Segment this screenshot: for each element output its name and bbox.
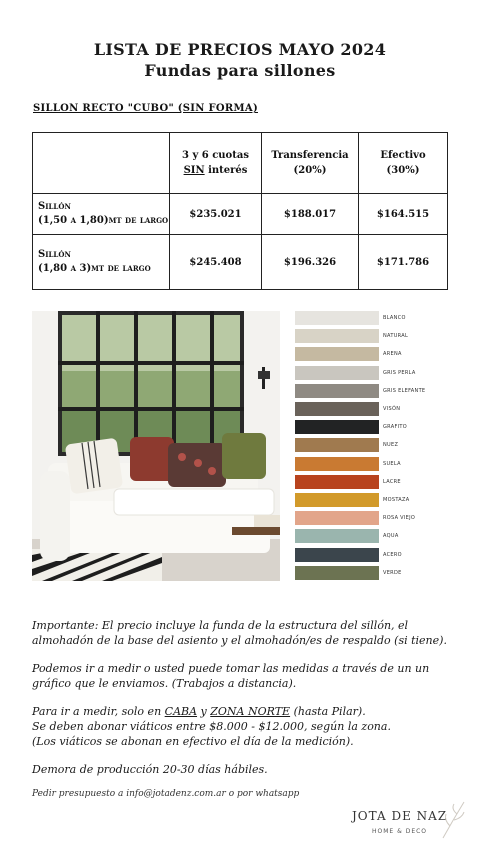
- swatch-label: VERDE: [383, 569, 402, 576]
- swatch-nuez: [295, 438, 379, 452]
- sofa-photo: [32, 311, 280, 581]
- empty-header-cell: [33, 133, 170, 194]
- fabric-swatches: [295, 311, 379, 581]
- swatch-rosa-viejo: [295, 511, 379, 525]
- price-cuotas: $235.021: [170, 194, 262, 235]
- swatch-label: GRIS PERLA: [383, 369, 416, 376]
- swatch-label: GRIS ELEFANTE: [383, 387, 426, 394]
- price-efectivo: $164.515: [359, 194, 448, 235]
- table-row: [33, 235, 448, 290]
- swatch-label: NATURAL: [383, 333, 409, 340]
- price-transferencia: $188.017: [262, 194, 359, 235]
- swatch-aqua: [295, 529, 379, 543]
- section-heading: SILLON RECTO "CUBO" (SIN FORMA): [33, 103, 258, 114]
- table-header-row: [33, 133, 448, 194]
- brand-logo-tagline: HOME & DECO: [372, 828, 428, 835]
- swatch-label: AQUA: [383, 533, 399, 540]
- page-title: LISTA DE PRECIOS MAYO 2024: [93, 40, 387, 59]
- note-medidas: Podemos ir a medir o usted puede tomar las medidas a través de un un gráfico que le enviamos. (Trabajos a distancia).: [32, 662, 430, 690]
- contact-text: Pedir presupuesto a info@jotadenz.com.ar o por whatsapp: [32, 789, 300, 799]
- header-transferencia: Transferencia (20%): [262, 133, 359, 194]
- note-viaticos: Para ir a medir, solo en CABA y ZONA NORTE (hasta Pilar). Se deben abonar viáticos entre $8.000 - $12.000, según la zona. (Los viáticos se abonan en efectivo el día de la medición).: [32, 705, 391, 748]
- swatch-label: VISÓN: [383, 406, 401, 412]
- swatch-label: LACRE: [383, 478, 401, 485]
- swatch-label: ACERO: [383, 551, 402, 558]
- swatch-label: SUELA: [383, 460, 401, 467]
- price-table: [32, 132, 448, 290]
- swatch-visón: [295, 402, 379, 416]
- leaf-icon: [438, 800, 468, 840]
- swatch-suela: [295, 457, 379, 471]
- swatch-label: MOSTAZA: [383, 497, 410, 503]
- price-transferencia: $196.326: [262, 235, 359, 290]
- note-importante: Importante: El precio incluye la funda de la estructura del sillón, el almohadón de la base del asiento y el almohadón/es de respaldo (si tiene).: [32, 619, 447, 647]
- swatch-lacre: [295, 475, 379, 489]
- swatch-mostaza: [295, 493, 379, 507]
- swatch-label: GRAFITO: [383, 424, 408, 431]
- swatch-gris-elefante: [295, 384, 379, 398]
- page-subtitle: Fundas para sillones: [144, 61, 336, 80]
- swatch-label: ARENA: [383, 351, 402, 358]
- swatch-label: ROSA VIEJO: [383, 515, 416, 522]
- swatch-blanco: [295, 311, 379, 325]
- note-demora: Demora de producción 20-30 días hábiles.: [32, 763, 268, 776]
- price-cuotas: $245.408: [170, 235, 262, 290]
- header-cuotas: 3 y 6 cuotas SIN interés: [170, 133, 262, 194]
- table-row: [33, 194, 448, 235]
- swatch-acero: [295, 548, 379, 562]
- swatch-verde: [295, 566, 379, 580]
- swatch-label: BLANCO: [383, 315, 406, 321]
- row-label: Sillón (1,50 a 1,80)mt de largo: [33, 194, 170, 235]
- swatch-gris-perla: [295, 366, 379, 380]
- swatch-label: NUEZ: [383, 442, 399, 449]
- swatch-grafito: [295, 420, 379, 434]
- brand-logo-name: JOTA DE NAZ: [352, 809, 448, 823]
- swatch-arena: [295, 347, 379, 361]
- row-label: Sillón (1,80 a 3)mt de largo: [33, 235, 170, 290]
- header-efectivo: Efectivo (30%): [359, 133, 448, 194]
- swatch-natural: [295, 329, 379, 343]
- price-efectivo: $171.786: [359, 235, 448, 290]
